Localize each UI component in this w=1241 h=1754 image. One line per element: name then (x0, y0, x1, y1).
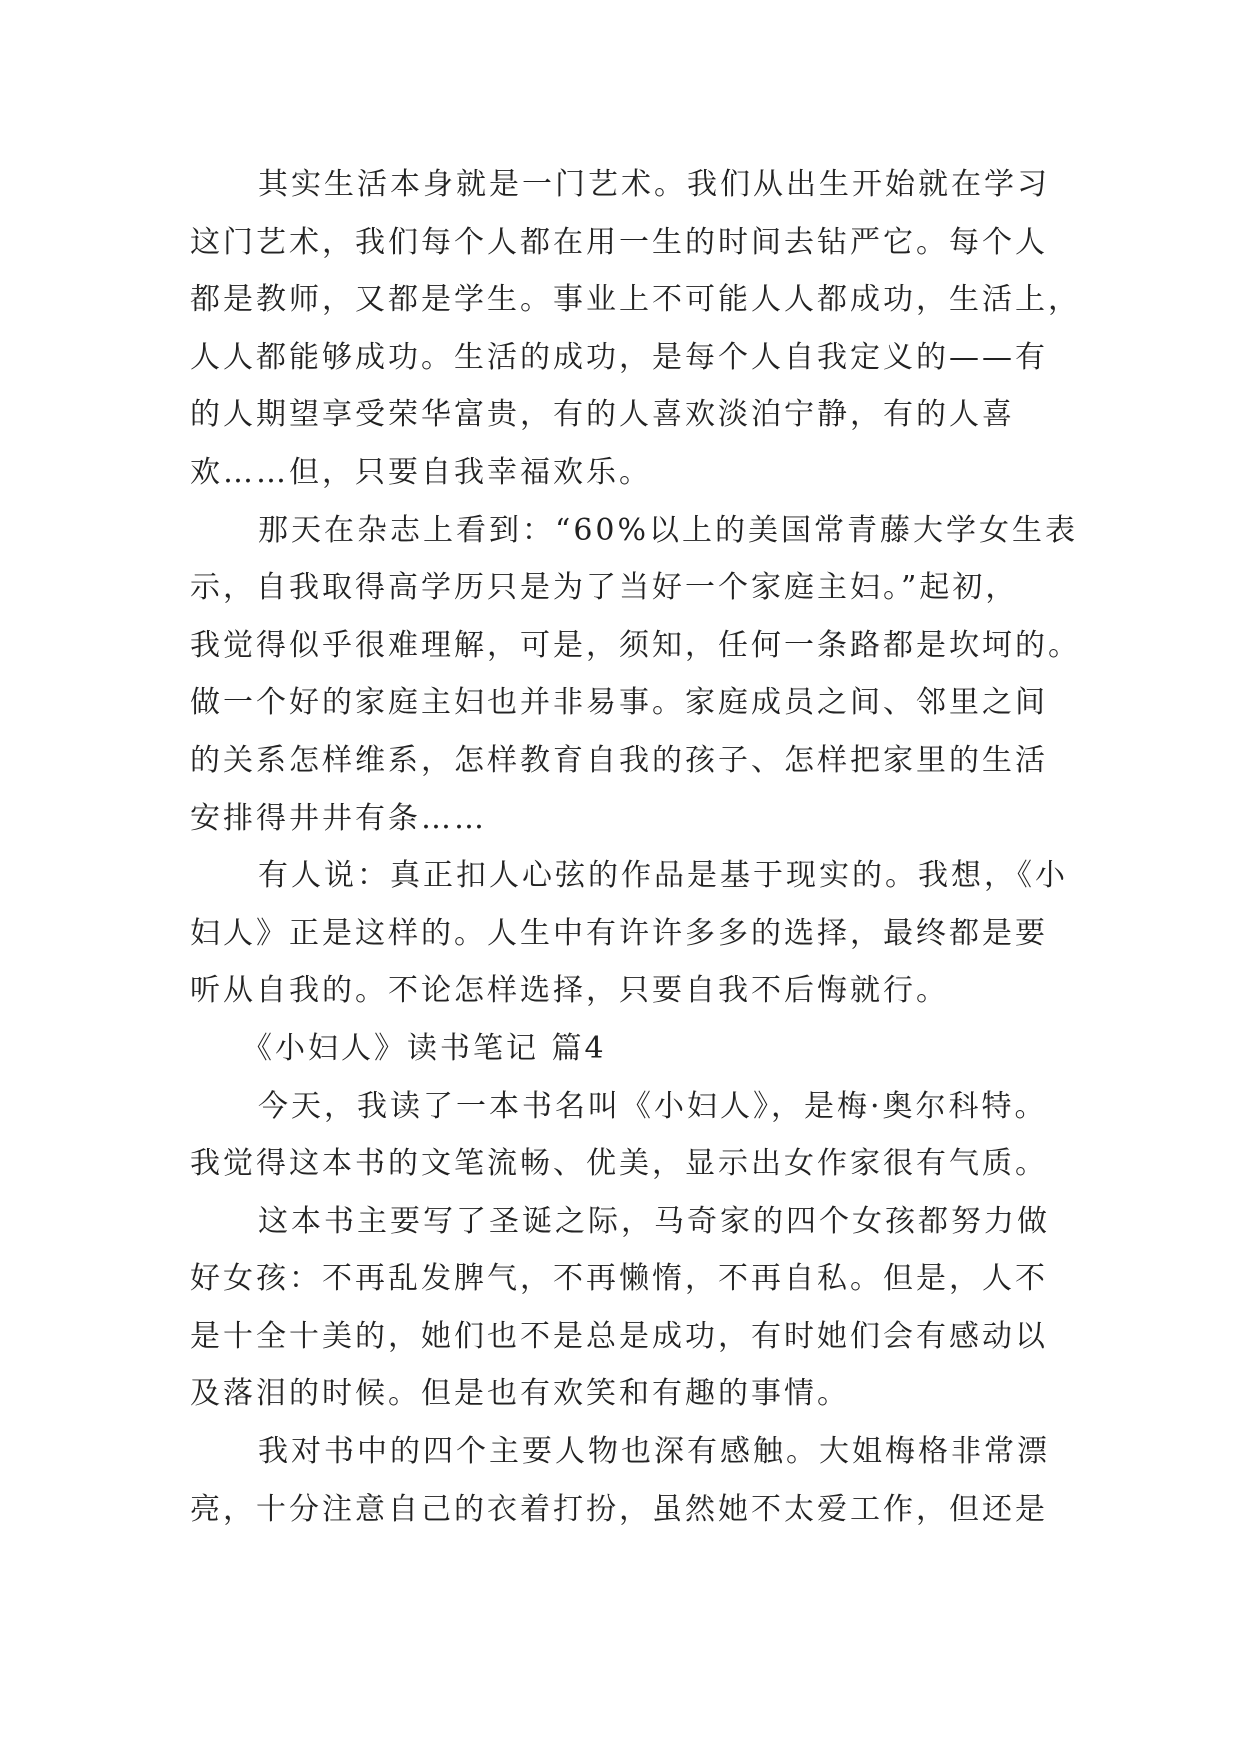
text-line: 安排得井井有条…… (190, 800, 487, 836)
text-line: 妇人》正是这样的。人生中有许许多多的选择，最终都是要 (190, 915, 1048, 951)
text-line: 好女孩：不再乱发脾气，不再懒惰，不再自私。但是，人不 (190, 1261, 1048, 1297)
text-line: 那天在杂志上看到：“60%以上的美国常青藤大学女生表 (258, 512, 1079, 548)
paragraph (190, 1193, 1150, 1423)
text-line: 示，自我取得高学历只是为了当好一个家庭主妇。”起初， (190, 570, 1019, 606)
text-line: 亮，十分注意自己的衣着打扮，虽然她不太爱工作，但还是 (190, 1491, 1048, 1527)
text-line: 今天，我读了一本书名叫《小妇人》，是梅·奥尔科特。 (258, 1088, 1048, 1124)
text-line: 其实生活本身就是一门艺术。我们从出生开始就在学习 (258, 167, 1050, 202)
text-line: 我觉得这本书的文笔流畅、优美，显示出女作家很有气质。 (190, 1146, 1048, 1182)
text-line: 的关系怎样维系，怎样教育自我的孩子、怎样把家里的生活 (190, 742, 1048, 778)
text-line: 听从自我的。不论怎样选择，只要自我不后悔就行。 (190, 973, 949, 1009)
text-line: 及落泪的时候。但是也有欢笑和有趣的事情。 (190, 1376, 850, 1412)
text-line: 做一个好的家庭主妇也并非易事。家庭成员之间、邻里之间 (190, 685, 1048, 721)
document-page (190, 156, 1150, 1538)
text-line: 是十全十美的，她们也不是总是成功，有时她们会有感动以 (190, 1318, 1048, 1354)
text-line: 这本书主要写了圣诞之际，马奇家的四个女孩都努力做 (258, 1203, 1050, 1239)
paragraph (190, 847, 1150, 1020)
text-line: 我觉得似乎很难理解，可是，须知，任何一条路都是坎坷的。 (190, 627, 1081, 663)
paragraph (190, 1078, 1150, 1193)
text-line: 人人都能够成功。生活的成功，是每个人自我定义的——有 (190, 339, 1048, 375)
text-line: 欢……但，只要自我幸福欢乐。 (190, 454, 652, 490)
paragraph (190, 502, 1150, 848)
text-line: 都是教师，又都是学生。事业上不可能人人都成功，生活上， (190, 282, 1081, 318)
text-line: 的人期望享受荣华富贵，有的人喜欢淡泊宁静，有的人喜 (190, 397, 1015, 433)
text-line: 我对书中的四个主要人物也深有感触。大姐梅格非常漂 (258, 1434, 1050, 1470)
section-heading: 《小妇人》读书笔记 篇4 (242, 1030, 607, 1066)
paragraph (190, 1423, 1150, 1538)
text-line: 有人说：真正扣人心弦的作品是基于现实的。我想，《小 (258, 858, 1068, 894)
paragraph (190, 156, 1150, 502)
text-line: 这门艺术，我们每个人都在用一生的时间去钻严它。每个人 (190, 224, 1048, 260)
